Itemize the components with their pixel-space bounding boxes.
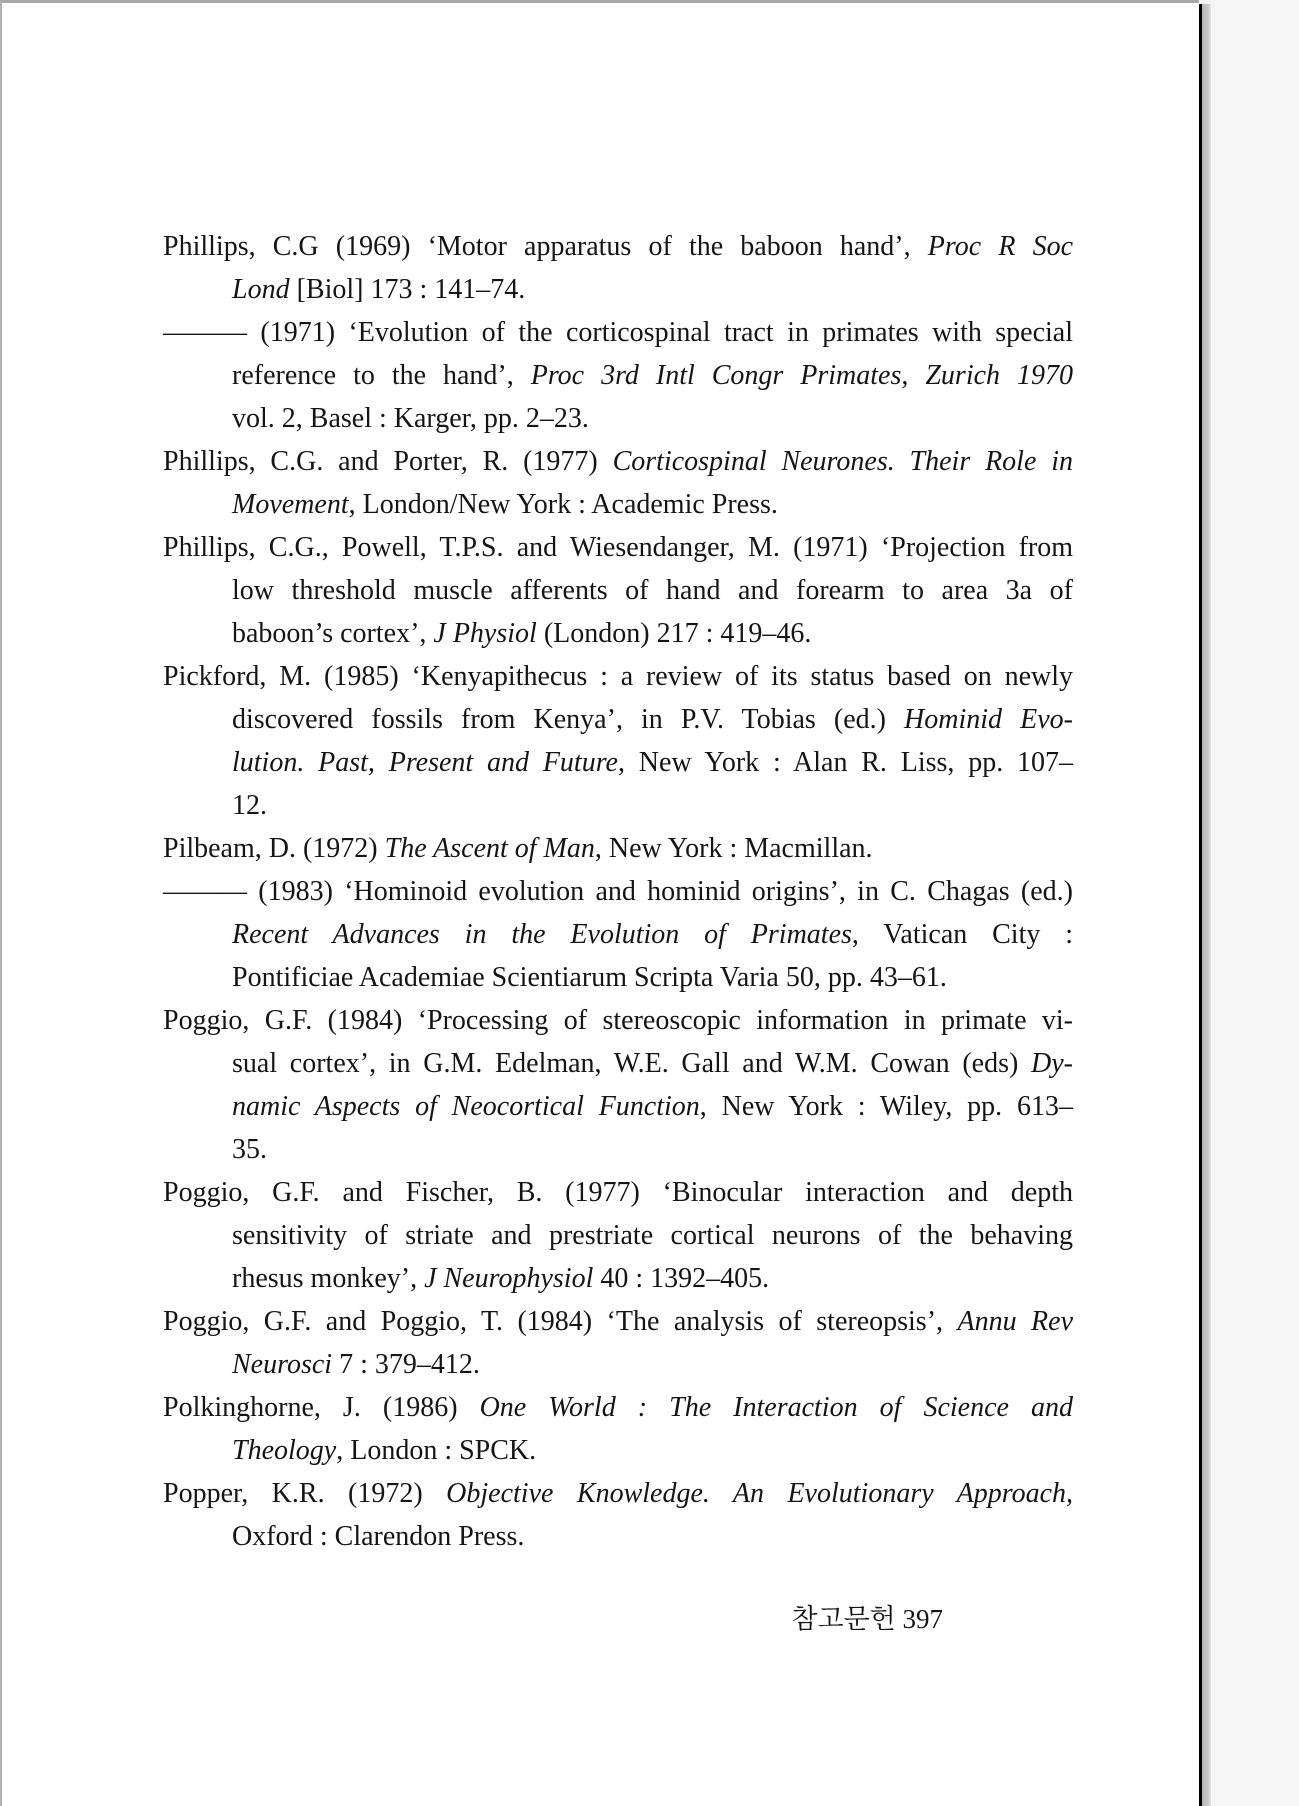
reference-line [163,526,1073,569]
reference-line [163,1300,1073,1343]
reference-text: Poggio, G.F. (1984) ‘Processing of stereoscopic information in primate vi- [163,1005,1073,1036]
reference-line [232,1343,480,1386]
reference-text: , London/New York : Academic Press. [348,489,778,520]
reference-title-text: The Ascent of Man [384,833,595,864]
reference-line [232,569,1073,612]
reference-title-text: Hominid Evo- [904,704,1073,735]
page-footer [791,1597,943,1636]
reference-line [163,999,1073,1042]
reference-title-text: Corticospinal Neurones. Their Role in [612,446,1073,477]
reference-title-text: Objective Knowledge. An Evolutionary Approach, [446,1478,1073,1509]
reference-line [163,655,1073,698]
reference-text: [Biol] 173 : 141–74. [289,274,526,305]
reference-line [163,1472,1073,1515]
reference-text: Pickford, M. (1985) ‘Kenyapithecus : a review of its status based on newly [163,661,1073,692]
section-title: 참고문헌 [791,1604,896,1634]
reference-line [232,741,1073,784]
reference-line [232,1042,1073,1085]
reference-title-text: Neurosci [232,1349,333,1380]
reference-line [232,1085,1073,1128]
reference-title-text: Movement [232,489,349,520]
reference-line [232,1257,769,1300]
reference-title-text: namic Aspects of Neocortical Function [232,1091,700,1122]
reference-text: (London) 217 : 419–46. [536,618,812,649]
reference-line [232,1515,524,1558]
reference-line [163,827,873,870]
reference-line [232,698,1073,741]
reference-line [163,311,1073,354]
page-number: 397 [902,1604,943,1634]
page-shadow [1202,4,1211,1806]
reference-line [232,354,1073,397]
reference-title-text: One World : The Interaction of Science and [479,1392,1073,1423]
reference-line [232,397,589,440]
reference-line [163,225,1073,268]
reference-line [232,483,778,526]
reference-text: , New York : Wiley, pp. 613– [699,1091,1073,1122]
reference-title-text: J Neurophysiol [424,1263,594,1294]
reference-text: Oxford : Clarendon Press. [232,1521,525,1552]
reference-line [163,1171,1073,1214]
reference-text: Polkinghorne, J. (1986) [163,1392,480,1423]
reference-line [232,1429,536,1472]
reference-line [232,1128,267,1171]
reference-text: sensitivity of striate and prestriate cortical neurons of the behaving [232,1220,1073,1251]
reference-text: sual cortex’, in G.M. Edelman, W.E. Gall and W.M. Cowan (eds) [232,1048,1032,1079]
reference-title-text: Annu Rev [957,1306,1073,1337]
reference-text: , Vatican City : [851,919,1074,950]
reference-title-text: lution. Past, Present and Future [232,747,618,778]
reference-title-text: Lond [232,274,290,305]
reference-text: reference to the hand’, [232,360,531,391]
reference-text: , London : SPCK. [336,1435,537,1466]
reference-text: vol. 2, Basel : Karger, pp. 2–23. [232,403,589,434]
reference-text: Poggio, G.F. and Fischer, B. (1977) ‘Binocular interaction and depth [163,1177,1073,1208]
reference-title-text: Dy- [1031,1048,1073,1079]
reference-line [232,268,525,311]
reference-title-text: Theology [232,1435,337,1466]
reference-text: , New York : Alan R. Liss, pp. 107– [618,747,1074,778]
reference-title-text: Proc R Soc [927,231,1073,262]
reference-text: 12. [232,790,267,821]
reference-text: baboon’s cortex’, [232,618,434,649]
reference-text: Phillips, C.G., Powell, T.P.S. and Wiesendanger, M. (1971) ‘Projection from [163,532,1073,563]
reference-title-text: Recent Advances in the Evolution of Primates [232,919,852,950]
reference-text: ——— (1983) ‘Hominoid evolution and hominid origins’, in C. Chagas (ed.) [163,876,1073,907]
reference-title-text: Proc 3rd Intl Congr Primates, Zurich 1970 [530,360,1073,391]
reference-line [163,1386,1073,1429]
reference-line [232,956,947,999]
reference-line [232,784,267,827]
reference-text: 40 : 1392–405. [593,1263,770,1294]
reference-line [232,1214,1073,1257]
reference-text: 35. [232,1134,267,1165]
reference-text: Pilbeam, D. (1972) [163,833,385,864]
reference-text: , New York : Macmillan. [594,833,873,864]
reference-text: rhesus monkey’, [232,1263,425,1294]
reference-text: 7 : 379–412. [332,1349,480,1380]
reference-line [232,612,811,655]
reference-text: Pontificiae Academiae Scientiarum Scripta Varia 50, pp. 43–61. [232,962,947,993]
reference-text: discovered fossils from Kenya’, in P.V. Tobias (ed.) [232,704,905,735]
reference-text: Phillips, C.G. and Porter, R. (1977) [163,446,613,477]
reference-title-text: J Physiol [433,618,537,649]
reference-text: low threshold muscle afferents of hand and forearm to area 3a of [232,575,1073,606]
reference-line [232,913,1073,956]
reference-text: Popper, K.R. (1972) [163,1478,447,1509]
reference-text: ——— (1971) ‘Evolution of the corticospinal tract in primates with special [163,317,1073,348]
reference-line [163,870,1073,913]
reference-text: Poggio, G.F. and Poggio, T. (1984) ‘The analysis of stereopsis’, [163,1306,958,1337]
reference-text: Phillips, C.G (1969) ‘Motor apparatus of the baboon hand’, [163,231,928,262]
reference-line [163,440,1073,483]
